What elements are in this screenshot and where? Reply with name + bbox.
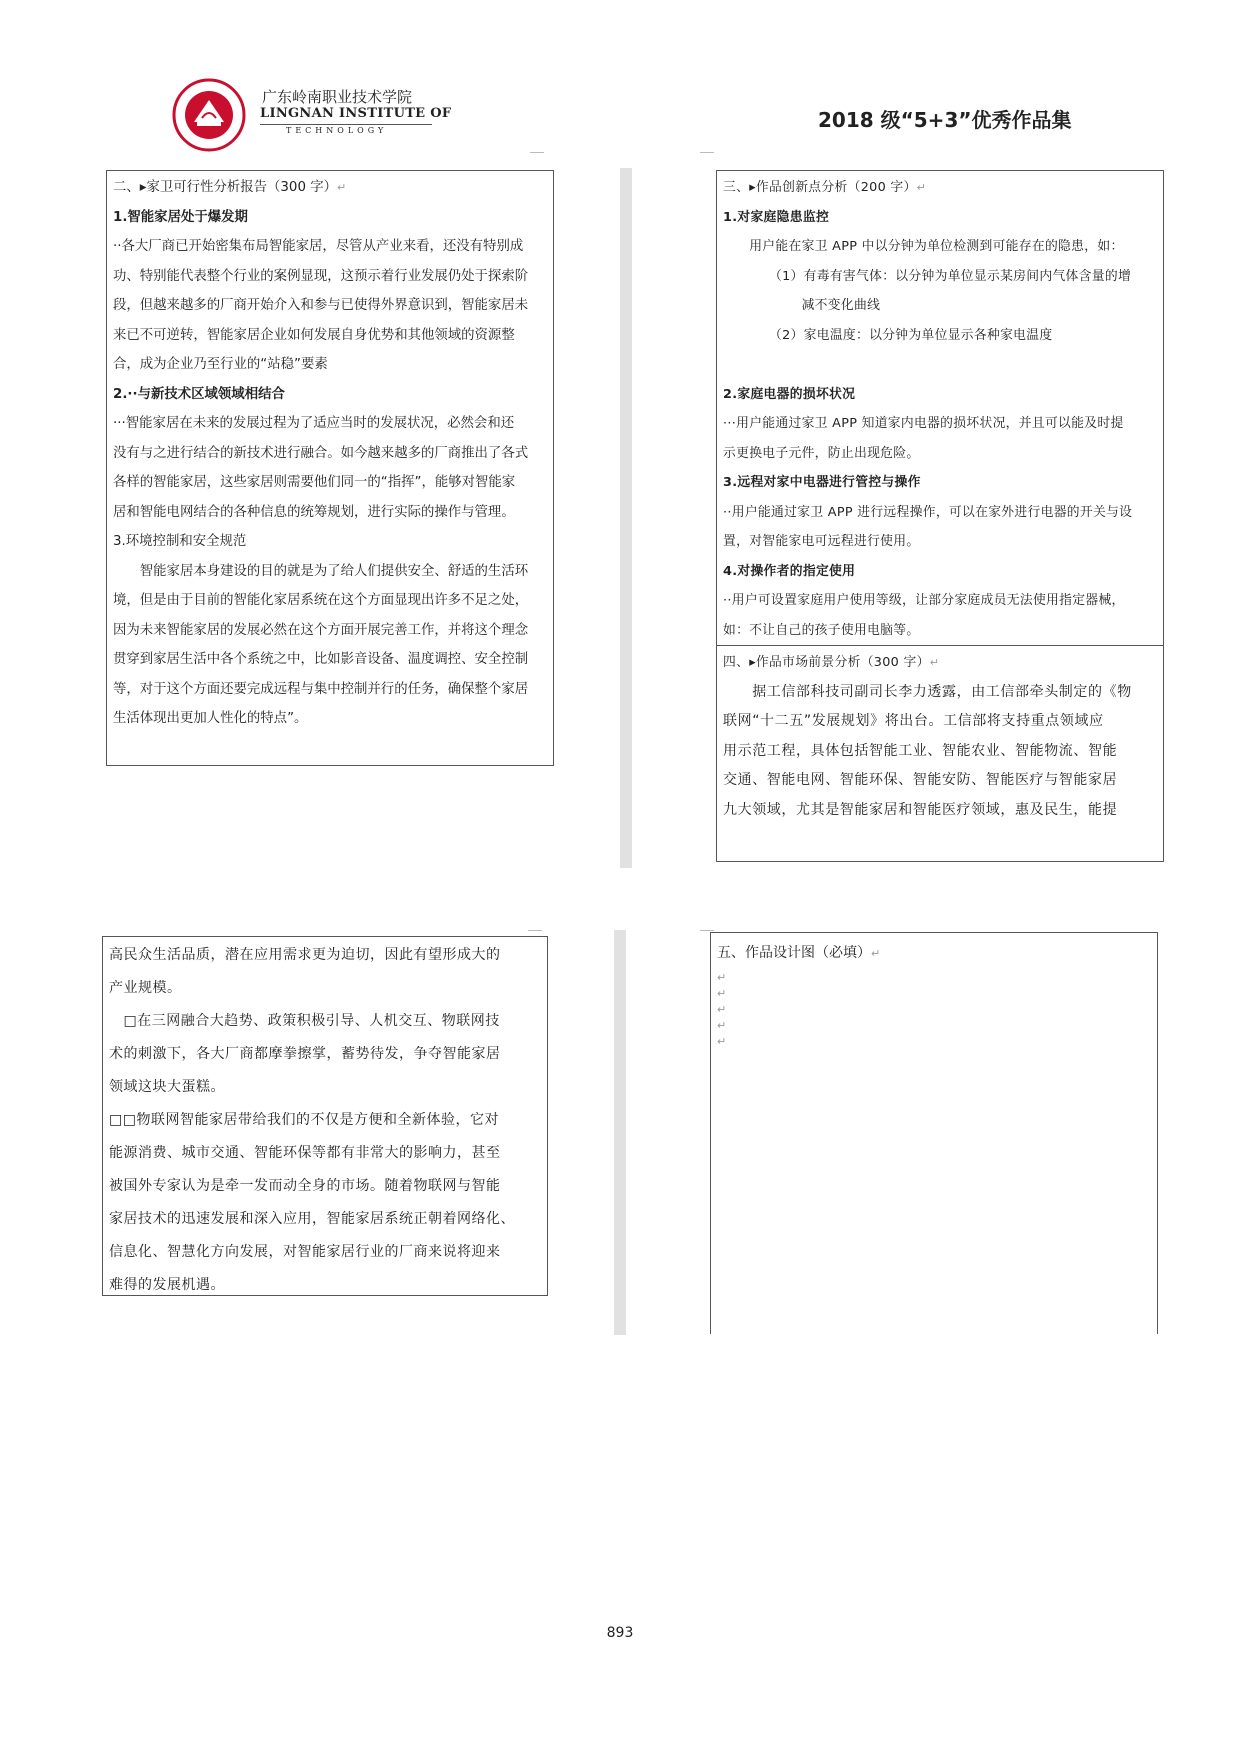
text-line xyxy=(113,350,548,380)
market-prospect-continued-body xyxy=(109,939,542,1302)
section-heading: 二、▸家卫可行性分析报告（300 字）↵ xyxy=(113,180,347,195)
market-prospect-body xyxy=(723,678,1158,826)
return-mark: ↵ xyxy=(717,1019,727,1032)
page-gutter-bottom xyxy=(614,930,626,1335)
line-text: 产业规模。 xyxy=(109,980,182,996)
text-line xyxy=(113,321,548,351)
page-gutter-top xyxy=(620,168,632,868)
line-text: ··用户能通过家卫 APP 进行远程操作，可以在家外进行电器的开关与设 xyxy=(723,504,1133,520)
line-text: ···用户能通过家卫 APP 知道家内电器的损坏状况，并且可以能及时提 xyxy=(723,416,1124,431)
design-drawing-box xyxy=(710,932,1158,1334)
corner-mark xyxy=(528,930,542,931)
line-text: 被国外专家认为是牵一发而动全身的市场。随着物联网与智能 xyxy=(109,1178,501,1194)
line-text: 合，成为企业乃至行业的“站稳”要素 xyxy=(113,357,328,372)
empty-paragraph-marks xyxy=(717,970,1152,1050)
text-line xyxy=(723,232,1158,262)
line-text: 4.对操作者的指定使用 xyxy=(723,563,856,579)
market-prospect-continued-box xyxy=(102,936,548,1296)
line-text: 九大领域，尤其是智能家居和智能医疗领域，惠及民生，能提 xyxy=(723,801,1118,818)
text-line xyxy=(113,291,548,321)
line-text: 各样的智能家居，这些家居则需要他们同一的“指挥”，能够对智能家 xyxy=(113,475,516,490)
line-text: ··各大厂商已开始密集布局智能家居，尽管从产业来看，还没有特别成 xyxy=(113,239,524,254)
text-line xyxy=(109,1170,542,1203)
line-text: 段，但越来越多的厂商开始介入和参与已使得外界意识到，智能家居未 xyxy=(113,298,529,313)
return-mark: ↵ xyxy=(717,1035,727,1048)
text-line xyxy=(723,291,1158,321)
line-text: 难得的发展机遇。 xyxy=(109,1277,225,1293)
line-text: 用示范工程，具体包括智能工业、智能农业、智能物流、智能 xyxy=(723,742,1118,759)
text-line xyxy=(723,409,1158,439)
text-line xyxy=(113,498,548,528)
text-line xyxy=(113,203,548,233)
line-text: 居和智能电网结合的各种信息的统筹规划，进行实际的操作与管理。 xyxy=(113,504,515,520)
line-text: （1）有毒有害气体：以分钟为单位显示某房间内气体含量的增 xyxy=(723,268,1132,284)
return-mark: ↵ xyxy=(717,987,727,1000)
return-mark: ↵ xyxy=(717,971,727,984)
school-name-en2: TECHNOLOGY xyxy=(286,126,388,135)
text-line xyxy=(723,468,1158,498)
innovation-analysis-body xyxy=(723,203,1158,646)
line-text: 1.智能家居处于爆发期 xyxy=(113,209,248,225)
school-name-rule xyxy=(260,124,432,125)
text-line xyxy=(113,616,548,646)
text-line xyxy=(109,1269,542,1302)
text-line xyxy=(723,527,1158,557)
line-text: 联网“十二五”发展规划》将出台。工信部将支持重点领域应 xyxy=(723,713,1104,729)
line-text: 1.对家庭隐患监控 xyxy=(723,209,830,225)
line-text: 信息化、智慧化方向发展，对智能家居行业的厂商来说将迎来 xyxy=(109,1244,501,1260)
text-line xyxy=(113,586,548,616)
text-line xyxy=(113,645,548,675)
text-line xyxy=(113,380,548,410)
text-line xyxy=(113,527,548,557)
text-line xyxy=(109,939,542,972)
text-line xyxy=(113,232,548,262)
line-text: 能源消费、城市交通、智能环保等都有非常大的影响力，甚至 xyxy=(109,1145,501,1161)
text-line xyxy=(109,1071,542,1104)
line-text: 如：不让自己的孩子使用电脑等。 xyxy=(723,622,920,638)
line-text xyxy=(723,357,775,372)
line-text: 3.环境控制和安全规范 xyxy=(113,534,247,549)
line-text: 因为未来智能家居的发展必然在这个方面开展完善工作，并将这个理念 xyxy=(113,622,529,638)
text-line xyxy=(723,737,1158,767)
text-line xyxy=(723,678,1158,708)
line-text: 2.··与新技术区域领域相结合 xyxy=(113,386,285,402)
text-line xyxy=(723,766,1158,796)
text-line xyxy=(723,796,1158,826)
text-line xyxy=(113,557,548,587)
line-text: 智能家居本身建设的目的就是为了给人们提供安全、舒适的生活环 xyxy=(113,563,529,579)
text-line xyxy=(109,972,542,1005)
text-line xyxy=(723,262,1158,292)
return-mark: ↵ xyxy=(717,1003,727,1016)
line-text: 没有与之进行结合的新技术进行融合。如今越来越多的厂商推出了各式 xyxy=(113,445,529,461)
text-line xyxy=(723,586,1158,616)
line-text: 3.远程对家中电器进行管控与操作 xyxy=(723,475,921,490)
text-line xyxy=(113,468,548,498)
line-text: （2）家电温度：以分钟为单位显示各种家电温度 xyxy=(723,327,1053,343)
feasibility-report-box xyxy=(106,170,554,766)
line-text: 2.家庭电器的损坏状况 xyxy=(723,386,856,402)
line-text: 来已不可逆转，智能家居企业如何发展自身优势和其他领域的资源整 xyxy=(113,327,515,343)
line-text: 术的刺激下，各大厂商都摩拳擦掌，蓄势待发，争夺智能家居 xyxy=(109,1046,501,1062)
feasibility-report-body xyxy=(113,203,548,734)
text-line xyxy=(109,1236,542,1269)
line-text: 境，但是由于目前的智能化家居系统在这个方面显现出许多不足之处， xyxy=(113,593,529,608)
section-heading: 三、▸作品创新点分析（200 字）↵ xyxy=(723,180,927,195)
text-line xyxy=(723,350,1158,380)
text-line xyxy=(723,321,1158,351)
corner-mark xyxy=(530,152,544,153)
line-text: 置，对智能家电可远程进行使用。 xyxy=(723,534,920,549)
text-line xyxy=(109,1104,542,1137)
text-line xyxy=(723,498,1158,528)
corner-mark xyxy=(700,152,714,153)
page-number: 893 xyxy=(606,1625,634,1641)
section-divider xyxy=(717,645,1163,646)
text-line xyxy=(113,675,548,705)
line-text: 据工信部科技司副司长李力透露，由工信部牵头制定的《物 xyxy=(723,683,1132,700)
text-line xyxy=(723,203,1158,233)
text-line xyxy=(113,409,548,439)
school-name-en: LINGNAN INSTITUTE OF xyxy=(260,106,452,121)
section-heading: 五、作品设计图（必填）↵ xyxy=(717,945,881,961)
text-line xyxy=(109,1005,542,1038)
text-line xyxy=(109,1203,542,1236)
corner-mark xyxy=(700,930,714,931)
collection-title: 2018 级“5+3”优秀作品集 xyxy=(818,108,1072,132)
text-line xyxy=(113,704,548,734)
line-text: 领域这块大蛋糕。 xyxy=(109,1079,225,1095)
text-line xyxy=(723,707,1158,737)
school-name-cn: 广东岭南职业技术学院 xyxy=(262,88,413,106)
line-text: 生活体现出更加人性化的特点”。 xyxy=(113,711,308,726)
text-line xyxy=(723,616,1158,646)
text-line xyxy=(723,380,1158,410)
section-heading: 四、▸作品市场前景分析（300 字）↵ xyxy=(723,655,940,670)
line-text: 功、特别能代表整个行业的案例显现，这预示着行业发展仍处于探索阶 xyxy=(113,268,529,284)
innovation-analysis-box xyxy=(716,170,1164,862)
line-text: 贯穿到家居生活中各个系统之中，比如影音设备、温度调控、安全控制 xyxy=(113,652,529,667)
text-line xyxy=(723,439,1158,469)
school-logo xyxy=(172,78,246,152)
line-text: 用户能在家卫 APP 中以分钟为单位检测到可能存在的隐患，如： xyxy=(723,239,1124,254)
line-text: ···智能家居在未来的发展过程为了适应当时的发展状况，必然会和还 xyxy=(113,416,515,431)
line-text: □□物联网智能家居带给我们的不仅是方便和全新体验，它对 xyxy=(109,1112,499,1128)
line-text: 示更换电子元件，防止出现危险。 xyxy=(723,445,920,461)
line-text: 等，对于这个方面还要完成远程与集中控制并行的任务，确保整个家居 xyxy=(113,681,529,697)
line-text: 家居技术的迅速发展和深入应用，智能家居系统正朝着网络化、 xyxy=(109,1211,515,1227)
text-line xyxy=(113,262,548,292)
line-text: 高民众生活品质，潜在应用需求更为迫切，因此有望形成大的 xyxy=(109,947,501,963)
text-line xyxy=(723,557,1158,587)
text-line xyxy=(109,1137,542,1170)
line-text: 交通、智能电网、智能环保、智能安防、智能医疗与智能家居 xyxy=(723,772,1118,788)
line-text: ··用户可设置家庭用户使用等级，让部分家庭成员无法使用指定器械， xyxy=(723,593,1125,608)
text-line xyxy=(113,439,548,469)
text-line xyxy=(109,1038,542,1071)
line-text: □在三网融合大趋势、政策积极引导、人机交互、物联网技 xyxy=(109,1013,500,1029)
line-text: 减不变化曲线 xyxy=(723,298,881,313)
